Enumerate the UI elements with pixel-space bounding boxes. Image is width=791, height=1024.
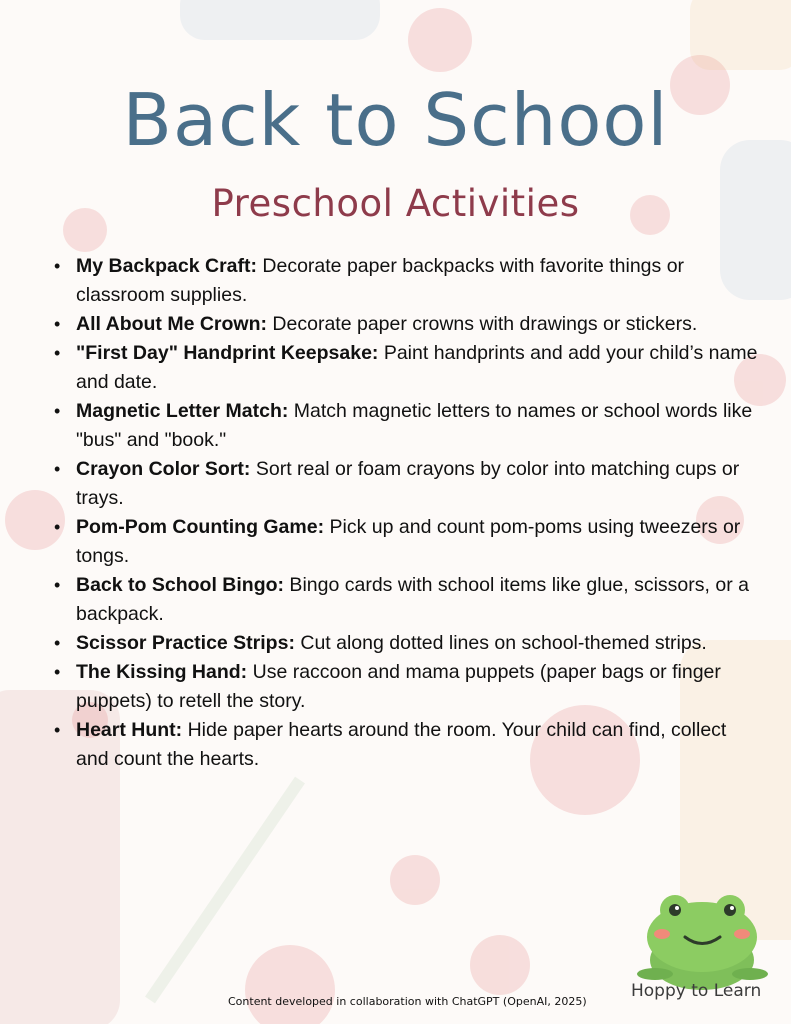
activity-description: Cut along dotted lines on school-themed strips. (294, 632, 707, 654)
activity-description: Paint handprints and add your child’s name and date. (76, 342, 758, 393)
activity-name: Back to School Bingo: (76, 574, 285, 596)
activity-name: Crayon Color Sort: (76, 458, 251, 480)
activity-name: Heart Hunt: (76, 719, 183, 741)
activity-item (52, 339, 762, 397)
activity-name: Magnetic Letter Match: (76, 400, 289, 422)
footer-credit: Content developed in collaboration with ChatGPT (OpenAI, 2025) (228, 995, 587, 1008)
activity-description: Sort real or foam crayons by color into matching cups or trays. (76, 458, 740, 509)
activity-name: All About Me Crown: (76, 313, 268, 335)
page-title: Back to School (122, 78, 669, 162)
activity-item (52, 252, 762, 310)
activity-item (52, 571, 762, 629)
activity-name: My Backpack Craft: (76, 255, 257, 277)
activity-item (52, 716, 762, 774)
activity-list (52, 252, 762, 774)
activity-description: Bingo cards with school items like glue, scissors, or a backpack. (76, 574, 749, 625)
activity-item (52, 629, 762, 658)
activity-name: "First Day" Handprint Keepsake: (76, 342, 379, 364)
activity-description: Hide paper hearts around the room. Your child can find, collect and count the hearts. (76, 719, 727, 770)
activity-description: Decorate paper crowns with drawings or stickers. (267, 313, 698, 335)
activity-item (52, 397, 762, 455)
activity-description: Pick up and count pom-poms using tweezers or tongs. (76, 516, 741, 567)
activity-name: The Kissing Hand: (76, 661, 248, 683)
activity-item (52, 513, 762, 571)
activity-description: Decorate paper backpacks with favorite things or classroom supplies. (76, 255, 685, 306)
activity-name: Scissor Practice Strips: (76, 632, 295, 654)
activity-description: Use raccoon and mama puppets (paper bags or finger puppets) to retell the story. (76, 661, 721, 712)
activity-item (52, 455, 762, 513)
activity-item (52, 658, 762, 716)
activity-description: Match magnetic letters to names or school words like "bus" and "book." (76, 400, 753, 451)
page-subtitle: Preschool Activities (211, 182, 580, 225)
activity-item (52, 310, 762, 339)
logo-text: Hoppy to Learn (631, 981, 762, 1001)
activity-name: Pom-Pom Counting Game: (76, 516, 325, 538)
